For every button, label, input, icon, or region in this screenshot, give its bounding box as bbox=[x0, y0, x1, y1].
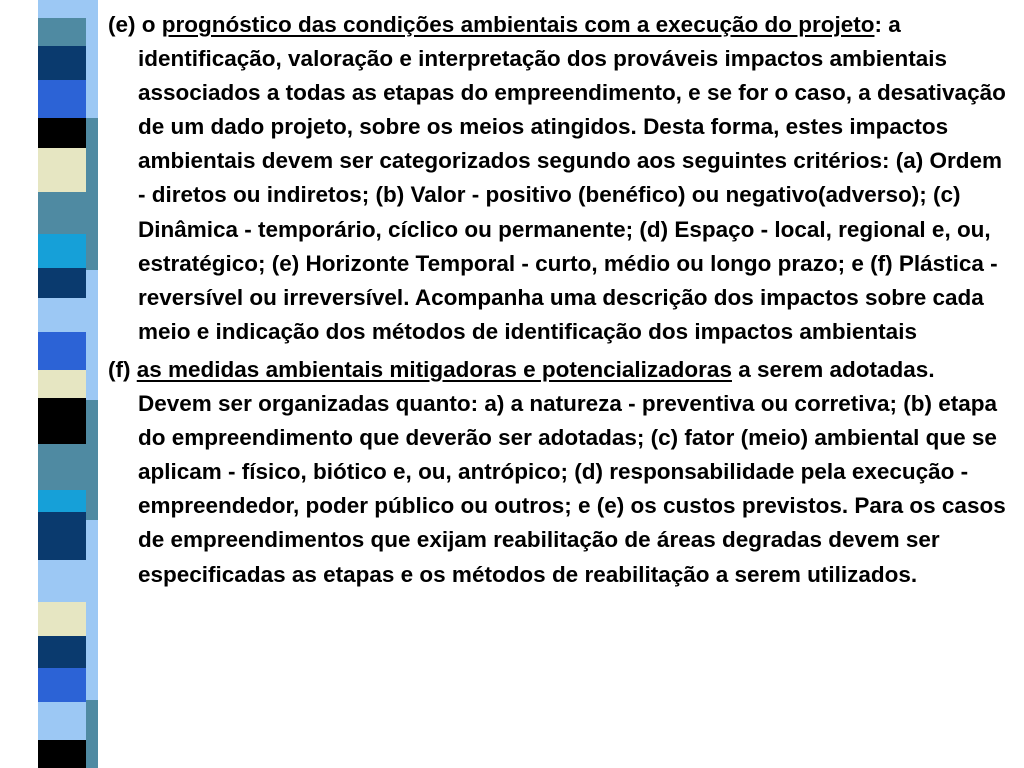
paragraph-f-label: (f) bbox=[108, 356, 131, 382]
slide-text-body bbox=[108, 8, 1008, 592]
stripe-edge bbox=[86, 520, 98, 700]
stripe-edge bbox=[86, 0, 98, 118]
paragraph-e-heading: prognóstico das condições ambientais com a execução do projeto bbox=[161, 12, 875, 37]
stripe-edge bbox=[86, 270, 98, 400]
paragraph-e-lead: o bbox=[141, 12, 156, 37]
decorative-color-stripe bbox=[38, 0, 98, 768]
stripe-edge bbox=[86, 118, 98, 270]
paragraph-e-label: (e) bbox=[108, 12, 136, 37]
paragraph-e-body: : a identificação, valoração e interpretação dos prováveis impactos ambientais associados a todas as etapas do empreendimento, e se for o caso, a desativação de um dado projeto, sobre os meios atingidos. Desta forma, estes impactos ambientais devem ser categorizados segundo aos seguintes critérios: (a) Ordem - diretos ou indiretos; (b) Valor - positivo (benéfico) ou negativo(adverso); (c) Dinâmica - temporário, cíclico ou permanente; (d) Espaço - local, regional e, ou, estratégico; (e) Horizonte Temporal - curto, médio ou longo prazo; e (f) Plástica - reversível ou irreversível. Acompanha uma descrição dos impactos sobre cada meio e indicação dos métodos de identificação dos impactos ambientais bbox=[138, 12, 1006, 344]
paragraph-f bbox=[108, 353, 1008, 592]
paragraph-e bbox=[108, 8, 1008, 349]
stripe-edge bbox=[86, 400, 98, 520]
paragraph-f-heading: as medidas ambientais mitigadoras e potencializadoras bbox=[136, 356, 732, 382]
paragraph-f-body: a serem adotadas. Devem ser organizadas quanto: a) a natureza - preventiva ou corretiva; (b) etapa do empreendimento que deverão ser adotadas; (c) fator (meio) ambiental que se aplicam - físico, biótico e, ou, antrópico; (d) responsabilidade pela execução - empreendedor, poder público ou outros; e (e) os custos previstos. Para os casos de empreendimentos que exijam reabilitação de áreas degradas devem ser especificadas as etapas e os métodos de reabilitação a serem utilizados. bbox=[138, 356, 1006, 587]
stripe-edge bbox=[86, 700, 98, 768]
